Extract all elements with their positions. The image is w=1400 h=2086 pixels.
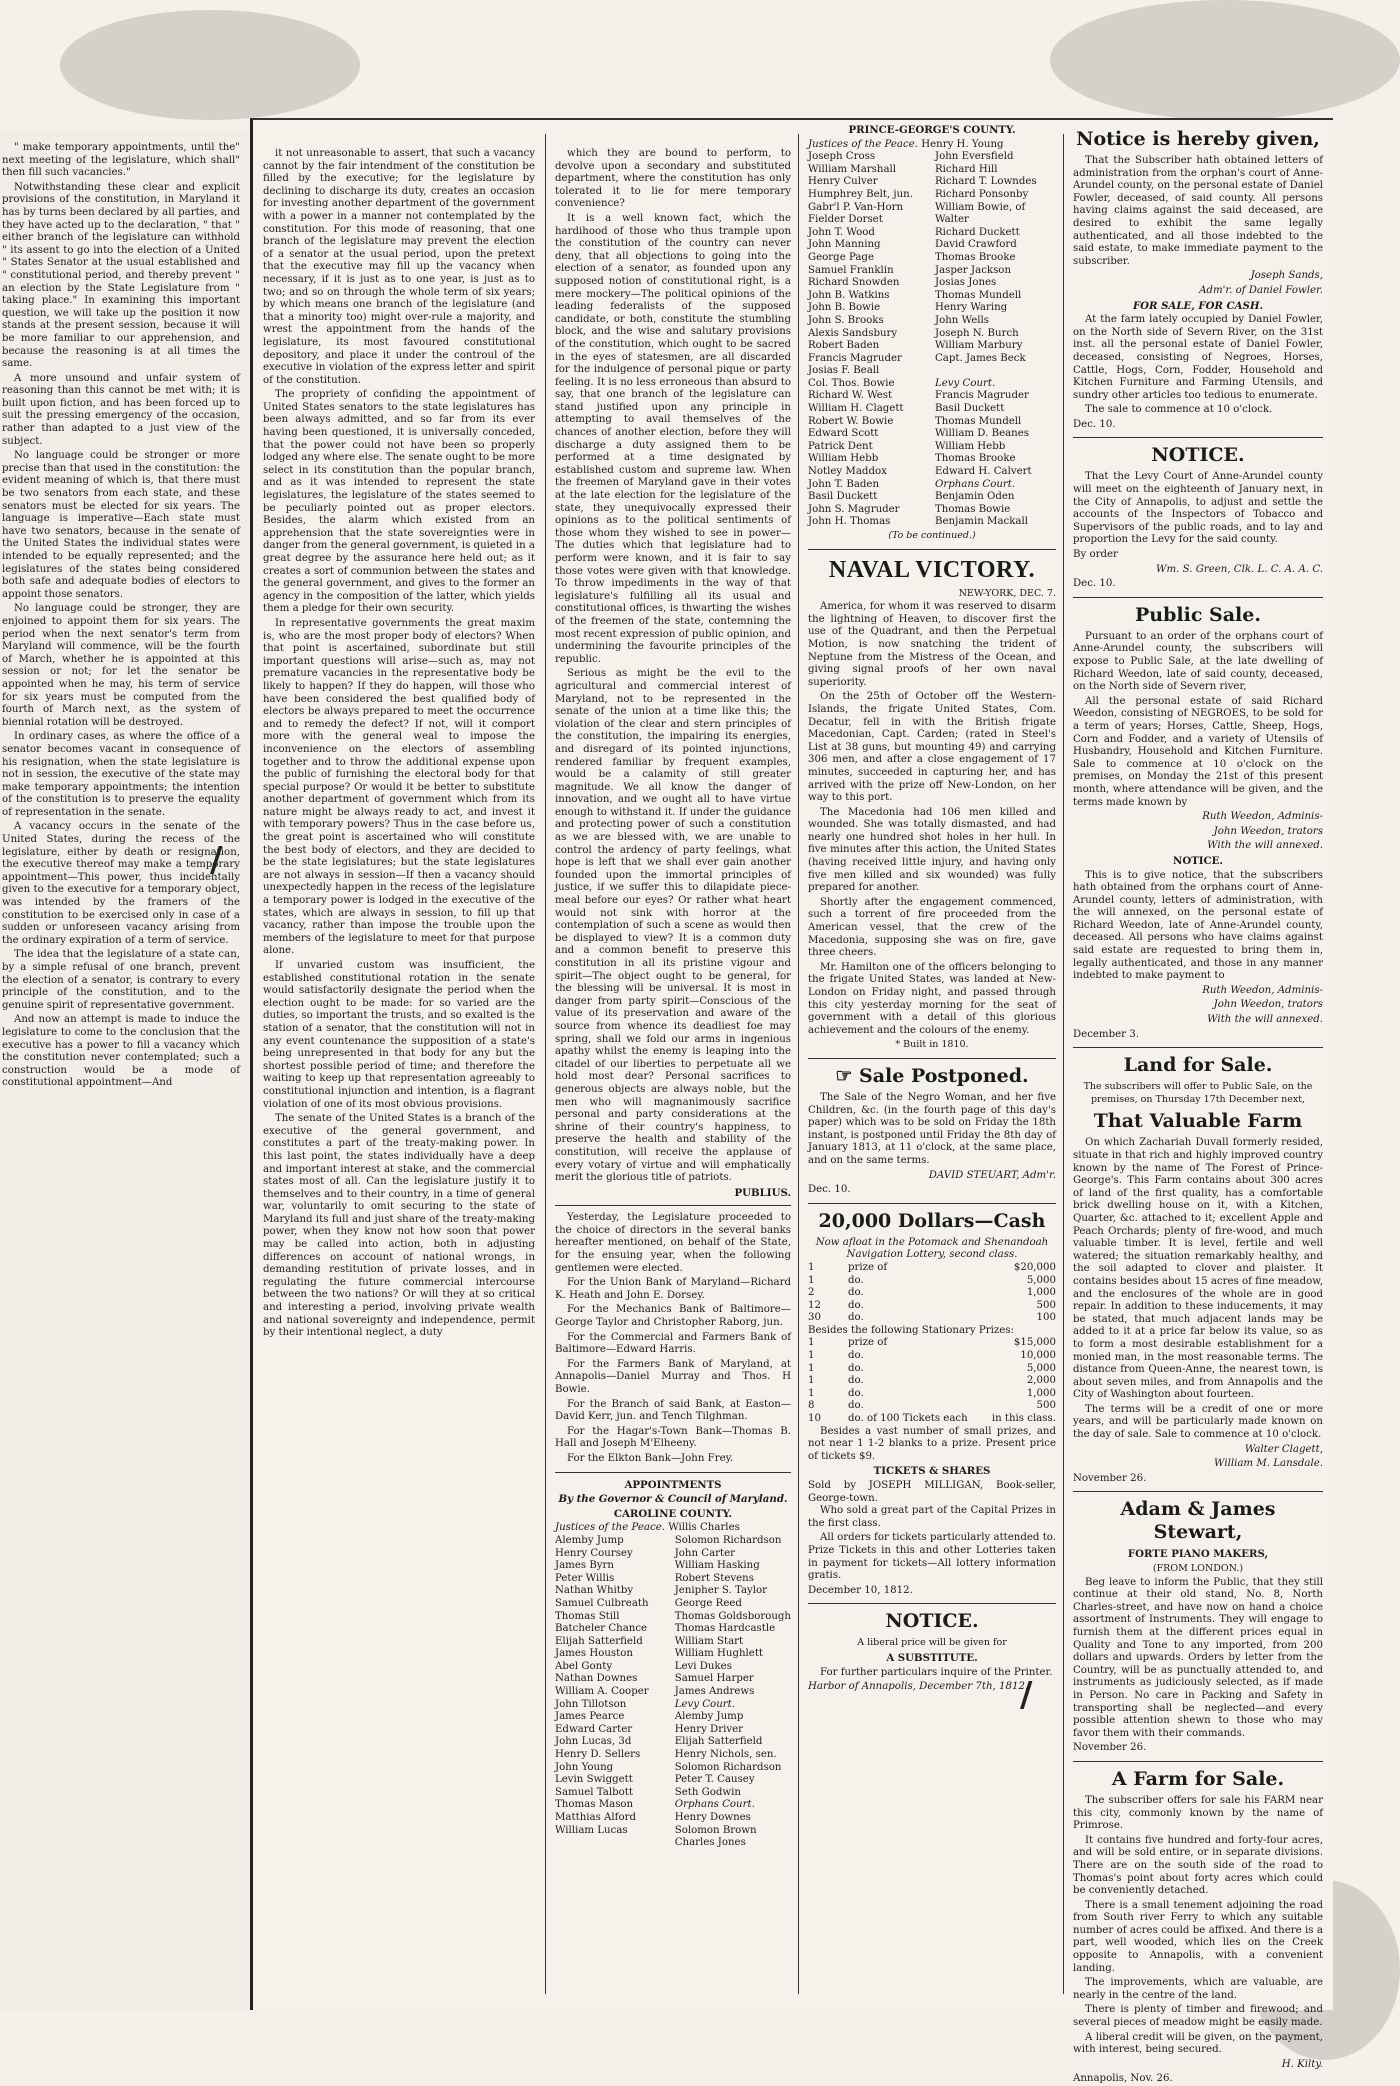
- prize-row: [808, 1337, 1056, 1350]
- paragraph: It is a well known fact, which the hardihood of those who thus trample upon the constitution of the country can never deny, that all objections to going into the election of a senator, as founded upon any supposed notion of constitutional right, is a mere mockery—The political opinions of the leading federalists of the supposed candidate, or both, constitute the stumbling block, and the wise and salutary provisions of the constitution, which ought to be sacred in the eyes of statesmen, are all discarded for the indulgence of personal pique or party feeling. It is no less erroneous than absurd to say, that one branch of the legislature can stand justified upon any principle in attempting to avail themselves of the chances of another election, before they will discharge a duty assigned them to be performed at a time designated by established custom and supreme law. When the freemen of Maryland gave in their votes at the late election for the legislature of the state, they unequivocally expressed their opinions as to the political sentiments of those whom they wished to see in power—The duties which that legislature had to perform were known, and it is fair to say those votes were given with that knowledge. To throw impediments in the way of that legislature's fulfilling all its usual and constitutional offices, is thwarting the wishes of the freemen of the state, contemning the most recent expression of public opinion, and undermining the favourite principles of the republic.: [555, 212, 791, 665]
- paragraph: " make temporary appointments, until the" next meeting of the legislature, which shall" then fill such vacancies.": [2, 142, 240, 179]
- divider: [808, 1603, 1056, 1604]
- prize-cell: 10,000: [1020, 1350, 1056, 1362]
- name-entry: Charles Jones: [674, 1837, 746, 1849]
- column-2: [263, 148, 535, 1998]
- name-entry: [555, 1837, 669, 1850]
- prize-cell: do.: [848, 1400, 864, 1412]
- paragraph: A vacancy occurs in the senate of the United States, during the recess of the legislature, either by death or resignation, the executive thereof may make a temporary appointment—This power, thus incidentally given to the executive for a temporary object, was intended by the framers of the constitution to be exercised only in case of a sudden or unforeseen vacancy arising from the ordinary expiration of a term of service.: [2, 821, 240, 946]
- name-entry: David Crawford: [935, 239, 1017, 251]
- name-entry: John H. Thomas: [808, 516, 891, 528]
- divider: [808, 549, 1056, 550]
- prize-cell: 30: [808, 1312, 821, 1324]
- name-entry: [935, 365, 1056, 378]
- name-entry: Richard W. West: [808, 390, 893, 402]
- paragraph: All orders for tickets particularly attended to. Prize Tickets in this and other Lotteries taken in payment for tickets—All lottery information gratis.: [808, 1532, 1056, 1582]
- farm-sale-title: A Farm for Sale.: [1111, 1767, 1285, 1790]
- paragraph: In representative governments the great maxim is, who are the most proper body of electors? When that point is ascertained, subordinate but still important questions will arise—such as, may not premature vacancies in the representative body be likely to happen? If they do happen, will those who have been considered the best qualified body of electors be always prepared to meet the occurrence and to remedy the defect? If not, will it comport more with the general weal to impose the inconvenience on the electors of assembling together and to throw the additional expense upon the public of furnishing the electoral body for that special purpose? Or would it be better to substitute another department of government which from its nature might be always ready to act, and invest it with temporary powers? Thus in the case before us, the great point is ascertained who will constitute the best body of electors, and they are decided to be the state legislatures; but the state legislatures are not always in session—If then a vacancy should unexpectedly happen in the recess of the legislature a temporary power is lodged in the executive of the states, which are always in session, to fill up that vacancy, rather than impose the trouble upon the members of the legislature to meet for that purpose alone.: [263, 617, 535, 957]
- prize-cell: 2,000: [1026, 1375, 1056, 1387]
- prize-cell: 8: [808, 1400, 815, 1412]
- weedon-notice-title: NOTICE.: [1173, 854, 1223, 867]
- notice-hereby-title: Notice is hereby given,: [1076, 128, 1320, 150]
- name-entry: Col. Thos. Bowie: [808, 377, 895, 389]
- prize-row: [808, 1300, 1056, 1313]
- ink-blot: [1050, 0, 1400, 120]
- paragraph: Mr. Hamilton one of the officers belonging to the frigate United States, was landed at New-London on Friday night, and passed through this city yesterday morning for the seat of government with a detail of this glorious achievement and the colours of the enemy.: [808, 961, 1056, 1036]
- paragraph: At the farm lately occupied by Daniel Fowler, on the North side of Severn River, on the 31st inst. all the personal estate of Daniel Fowler, deceased, consisting of Negroes, Horses, Cattle, Hogs, Corn, Fodder, Household and Kitchen Furniture and Farming Utensils, and sundry other articles too tedious to enumerate.: [1073, 314, 1323, 401]
- name-entry: Henry Waring: [935, 302, 1008, 314]
- name-entry: Thomas Goldsborough: [674, 1610, 791, 1622]
- name-entry: Edward Carter: [555, 1723, 633, 1735]
- prize-cell: do.: [848, 1299, 864, 1311]
- stewart-subtitle-2: (FROM LONDON.): [1152, 1563, 1244, 1575]
- prize-cell: 1: [808, 1350, 815, 1362]
- name-entry: Elijah Satterfield: [674, 1736, 763, 1748]
- name-entry: William Hasking: [674, 1560, 760, 1572]
- name-entry: Peter T. Causey: [674, 1774, 755, 1786]
- prize-row: [808, 1363, 1056, 1376]
- paragraph: The Sale of the Negro Woman, and her five Children, &c. (in the fourth page of this day's paper) which was to be sold on Friday the 18th instant, is postponed until Friday the 8th day of January 1813, at 11 o'clock, at the same place, and on the same terms.: [808, 1091, 1056, 1166]
- prize-cell: 1,000: [1026, 1287, 1056, 1299]
- column-5: [1073, 124, 1323, 2085]
- name-entry: William Start: [674, 1635, 744, 1647]
- name-entry: Patrick Dent: [808, 440, 873, 452]
- land-intro: The subscribers will offer to Public Sale, on the premises, on Thursday 17th December next,: [1083, 1081, 1313, 1105]
- signature: William M. Lansdale.: [1214, 1458, 1323, 1470]
- tickets-sold-by: Sold by JOSEPH MILLIGAN, Book-seller, George-town.: [808, 1480, 1056, 1504]
- prize-cell: do.: [848, 1350, 864, 1362]
- date-line: December 10, 1812.: [808, 1584, 913, 1596]
- prize-cell: do.: [848, 1312, 864, 1324]
- name-entry: Nathan Whitby: [555, 1585, 634, 1597]
- paragraph: The terms will be a credit of one or more years, and will be particularly made known on the day of sale. Sale to commence at 10 o'clock.: [1073, 1403, 1323, 1441]
- land-sale-title: Land for Sale.: [1123, 1054, 1273, 1077]
- prize-cell: $15,000: [1013, 1337, 1056, 1349]
- prize-cell: $20,000: [1013, 1261, 1056, 1273]
- sale-postponed-title: ☞ Sale Postponed.: [835, 1064, 1029, 1087]
- divider: [1073, 1047, 1323, 1048]
- name-entry: Basil Duckett: [808, 491, 878, 503]
- notice-title: NOTICE.: [885, 1610, 979, 1633]
- name-entry: Solomon Richardson: [674, 1761, 782, 1773]
- prize-cell: do.: [848, 1387, 864, 1399]
- name-entry: Thomas Bowie: [935, 503, 1011, 515]
- name-entry: Thomas Brooke: [935, 251, 1016, 263]
- naval-victory-title: NAVAL VICTORY.: [828, 556, 1036, 583]
- valuable-farm-title: That Valuable Farm: [1093, 1110, 1303, 1133]
- paragraph: Yesterday, the Legislature proceeded to the choice of directors in the several banks hereafter mentioned, on behalf of the State, for the ensuing year, when the following gentlemen were elected.: [555, 1212, 791, 1274]
- paragraph: For further particulars inquire of the Printer.: [820, 1666, 1053, 1678]
- prize-cell: 100: [1036, 1312, 1056, 1324]
- levy-notice-title: NOTICE.: [1151, 444, 1245, 467]
- name-entry: Henry Nichols, sen.: [674, 1749, 777, 1761]
- signature: Ruth Weedon, Adminis-: [1202, 984, 1323, 996]
- prize-cell: 5,000: [1026, 1362, 1056, 1374]
- name-entry: Benjamin Mackall: [935, 516, 1029, 528]
- name-entry: John Carter: [674, 1547, 736, 1559]
- paragraph: The sale to commence at 10 o'clock.: [1085, 404, 1273, 416]
- name-entry: Joseph Cross: [808, 151, 876, 163]
- date-line: Dec. 10.: [1073, 578, 1116, 590]
- name-entry: Thomas Mundell: [935, 415, 1022, 427]
- paragraph: There is plenty of timber and firewood; and several pieces of meadow might be easily made.: [1073, 2004, 1323, 2029]
- name-entry: Joseph N. Burch: [935, 327, 1019, 339]
- signature: John Weedon, trators: [1213, 825, 1323, 837]
- column-rule: [545, 134, 546, 1994]
- pg-name-list: [808, 151, 1056, 529]
- name-entry: Richard Ponsonby: [935, 188, 1029, 200]
- name-entry: Alemby Jump: [555, 1534, 624, 1546]
- name-entry: Francis Magruder: [935, 390, 1029, 402]
- prize-cell: 12: [808, 1299, 821, 1311]
- column-4: [808, 122, 1056, 2002]
- name-entry: Samuel Franklin: [808, 264, 894, 276]
- prize-row: [808, 1388, 1056, 1401]
- paragraph: Pursuant to an order of the orphans court of Anne-Arundel county, the subscribers will expose to Public Sale, at the late dwelling of Richard Weedon, late of said county, deceased, on the North side of Severn river,: [1073, 630, 1323, 693]
- signature: With the will annexed.: [1207, 1014, 1323, 1026]
- appointments-heading: APPOINTMENTS: [624, 1478, 722, 1491]
- name-entry: Thomas Hardcastle: [674, 1623, 776, 1635]
- prize-cell: do. of 100 Tickets each: [848, 1413, 968, 1425]
- name-entry: William Hughlett: [674, 1648, 764, 1660]
- caroline-name-list: [555, 1535, 791, 1850]
- handwritten-mark: /: [1020, 1675, 1033, 1715]
- name-entry: Samuel Talbott: [555, 1786, 633, 1798]
- paragraph: If unvaried custom was insufficient, the established constitutional rotation in the senate would satisfactorily designate the period when the election ought to be made: for so varied are the duties, so important the trusts, and so exalted is the station of a senator, that the constitution will not in any event countenance the supposition of a state's being unrepresented in that body for any but the shortest possible period of time; and therefore the waiting to keep up that representation agreeably to constitutional injunction and intention, is a flagrant violation of one of its most obvious provisions.: [263, 960, 535, 1110]
- paragraph: which they are bound to perform, to devolve upon a secondary and substituted department, where the constitution has only tolerated it to lie for mere temporary convenience?: [555, 148, 791, 210]
- prize-cell: 1,000: [1026, 1387, 1056, 1399]
- justices-label: Justices of the Peace.: [555, 1522, 665, 1534]
- name-entry: James Andrews: [674, 1686, 755, 1698]
- signature-publius: PUBLIUS.: [734, 1186, 791, 1199]
- paragraph: Besides a vast number of small prizes, and not near 1 1-2 blanks to a prize. Present price of tickets $9.: [808, 1425, 1056, 1462]
- name-entry: Levi Dukes: [674, 1660, 732, 1672]
- date-line: November 26.: [1073, 1472, 1147, 1484]
- prize-cell: prize of: [848, 1337, 888, 1349]
- name-entry: Thomas Mundell: [935, 289, 1022, 301]
- name-entry: Benjamin Oden: [935, 491, 1015, 503]
- name-entry: Elijah Satterfield: [555, 1635, 643, 1647]
- prize-cell: 1: [808, 1362, 815, 1374]
- paragraph: In ordinary cases, as where the office of a senator becomes vacant in consequence of his resignation, when the state legislature is not in session, the executive of the state may make temporary appointments; the intention of the constitution is to preserve the equality of representation in the senate.: [2, 731, 240, 818]
- name-entry: William D. Beanes: [935, 428, 1029, 440]
- name-entry: Levy Court.: [674, 1698, 735, 1710]
- date-line: Harbor of Annapolis, December 7th, 1812.: [808, 1681, 1029, 1693]
- name-entry: George Reed: [674, 1597, 742, 1609]
- by-order: By order: [1073, 549, 1118, 561]
- paragraph: Shortly after the engagement commenced, such a torrent of fire proceeded from the American vessel, that the crew of the Macedonia, supposing she was on fire, gave three cheers.: [808, 896, 1056, 959]
- name-entry: Basil Duckett: [935, 403, 1005, 415]
- name-entry: John T. Wood: [808, 226, 875, 238]
- prize-row: [808, 1350, 1056, 1363]
- name-entry: Richard Snowden: [808, 277, 900, 289]
- name-entry: Solomon Richardson: [674, 1534, 782, 1546]
- name-entry: Nathan Downes: [555, 1673, 638, 1685]
- paragraph: On the 25th of October off the Western-Islands, the frigate United States, Com. Decatur, fell in with the British frigate Macedonian, Capt. Carden; (rated in Steel's List at 38 guns, but mounting 49) and carrying 306 men, and after a close engagement of 17 minutes, succeeded in capturing her, and has arrived with the prize off New-London, on her way to this port.: [808, 691, 1056, 804]
- name-entry: Edward H. Calvert: [935, 466, 1032, 478]
- handwritten-mark: /: [210, 840, 223, 880]
- name-entry: William Marshall: [808, 163, 897, 175]
- column-3: [555, 148, 791, 1998]
- signature: H. Kilty.: [1281, 2058, 1323, 2070]
- date-line: December 3.: [1073, 1028, 1139, 1040]
- column-rule: [1063, 134, 1064, 1994]
- paragraph: For the Commercial and Farmers Bank of Baltimore—Edward Harris.: [555, 1331, 791, 1356]
- name-entry: Thomas Brooke: [935, 453, 1016, 465]
- paragraph: For the Branch of said Bank, at Easton—David Kerr, jun. and Tench Tilghman.: [555, 1398, 791, 1423]
- pointing-hand-icon: ☞: [835, 1064, 859, 1087]
- paragraph: And now an attempt is made to induce the legislature to come to the conclusion that the executive has a power to fill a vacancy which the constitution never contemplated; such a construction would be a mode of constitutional appointment—And: [2, 1014, 240, 1089]
- name-entry: Henry Downes: [674, 1812, 751, 1823]
- name-entry: Notley Maddox: [808, 466, 887, 478]
- name-entry: Richard T. Lowndes: [935, 176, 1037, 188]
- divider: [555, 1205, 791, 1206]
- name-entry: John Lucas, 3d: [555, 1736, 632, 1748]
- paragraph: For the Hagar's-Town Bank—Thomas B. Hall and Joseph M'Elheeny.: [555, 1425, 791, 1450]
- date-line: November 26.: [1073, 1742, 1147, 1754]
- prize-cell: 1: [808, 1274, 815, 1286]
- prize-cell: do.: [848, 1274, 864, 1286]
- name-entry: Seth Godwin: [674, 1786, 741, 1798]
- lottery-title: 20,000 Dollars—Cash: [818, 1209, 1046, 1232]
- left-column-text: [2, 142, 240, 1992]
- name-entry: Jenipher S. Taylor: [674, 1585, 768, 1597]
- paragraph: The senate of the United States is a branch of the executive of the general government, and constitutes a part of the treaty-making power. In this last point, the states individually have a deep and important interest at stake, and the commercial states most of all. Can the legislature justify it to themselves and to their country, in a time of general war, voluntarily to omit securing to the state of Maryland its full and just share of the treaty-making power, when they know not how soon that power may be called into action, both in adjusting differences on account of national wrongs, in demanding restitution of private losses, and in regulating the future commercial intercourse between the two nations? Or will they at so critical and interesting a period, involving private wealth and national sovereignty and independence, permit by their intentional neglect, a duty: [263, 1113, 535, 1339]
- date-line: Annapolis, Nov. 26.: [1073, 2073, 1173, 2085]
- prize-row: [808, 1312, 1056, 1325]
- paragraph: All the personal estate of said Richard Weedon, consisting of NEGROES, to be sold for a term of years; Horses, Cattle, Sheep, Hogs, Corn and Fodder, and a variety of Utensils of Husbandry, Household and Kitchen Furniture. Sale to commence at 10 o'clock on the premises, on Monday the 21st of this present month, where attendance will be given, and the terms made known by: [1073, 695, 1323, 808]
- lottery-subtitle: Now afloat in the Potomack and Shenandoah Navigation Lottery, second class.: [815, 1236, 1049, 1261]
- name-entry: Matthias Alford: [555, 1812, 636, 1823]
- prize-cell: 500: [1036, 1400, 1056, 1412]
- paragraph: This is to give notice, that the subscribers hath obtained from the orphans court of Anne-Arundel county, letters of administration, with the will annexed, on the personal estate of Richard Weedon, late of Anne-Arundel county, deceased. All persons who have claims against said estate are requested to bring them in, legally authenticated, and those in any manner indebted to make payment to: [1073, 869, 1323, 982]
- name-entry: Henry Culver: [808, 176, 878, 188]
- name-entry: Francis Magruder: [808, 352, 902, 364]
- name-entry: John S. Brooks: [808, 314, 884, 326]
- name-entry: Walter: [935, 214, 969, 226]
- name-entry: Humphrey Belt, jun.: [808, 188, 913, 200]
- name-entry: Thomas Mason: [555, 1799, 634, 1811]
- name-entry: Batcheler Chance: [555, 1623, 648, 1635]
- name-entry: Edward Scott: [808, 428, 879, 440]
- signature: With the will annexed.: [1207, 840, 1323, 852]
- name-entry: Thomas Still: [555, 1610, 620, 1622]
- signature: Adm'r. of Daniel Fowler.: [1199, 284, 1323, 296]
- name-entry: James Pearce: [555, 1711, 625, 1723]
- name-entry: William A. Cooper: [555, 1686, 649, 1698]
- name: Willis Charles: [668, 1522, 740, 1534]
- name-entry: William H. Clagett: [808, 403, 904, 415]
- prize-cell: 2: [808, 1287, 815, 1299]
- name-entry: John Manning: [808, 239, 881, 251]
- prize-cell: do.: [848, 1362, 864, 1374]
- name-entry: Henry D. Sellers: [555, 1749, 641, 1761]
- prize-row: [808, 1413, 1056, 1426]
- prize-row: [808, 1275, 1056, 1288]
- name-entry: Orphans Court.: [935, 478, 1016, 490]
- prize-cell: do.: [848, 1375, 864, 1387]
- naval-dateline: NEW-YORK, DEC. 7.: [958, 587, 1056, 599]
- newspaper-sheet: [250, 118, 1333, 2085]
- prize-cell: prize of: [848, 1261, 888, 1273]
- notice-line: A liberal price will be given for: [857, 1637, 1007, 1649]
- pg-county-heading: PRINCE-GEORGE'S COUNTY.: [848, 124, 1016, 136]
- name-entry: John B. Watkins: [808, 289, 890, 301]
- name-entry: Josias Jones: [935, 277, 997, 289]
- name-entry: Capt. James Beck: [935, 352, 1026, 364]
- name-entry: Josias F. Beall: [808, 365, 880, 377]
- name-entry: Abel Gonty: [555, 1660, 613, 1672]
- prize-cell: 500: [1036, 1299, 1056, 1311]
- paragraph: Notwithstanding these clear and explicit provisions of the constitution, in Maryland it has by turns been declared by all parties, and they have acted up to the declaration, " that " either branch of the legislature can withhold " its assent to go into the election of a United " States Senator at the usual established and " constitutional period, and thereby prevent " an election by the State Legislature from " taking place." In examining this important question, we will take up the position it now stands at the present session, because it will be more familiar to our apprehension, and because the reasoning is at all times the same.: [2, 181, 240, 370]
- name-entry: Richard Duckett: [935, 226, 1020, 238]
- name-entry: Levy Court.: [935, 377, 996, 389]
- prize-row: [808, 1287, 1056, 1300]
- left-page-strip: [0, 130, 255, 2010]
- name-entry: William Lucas: [555, 1824, 628, 1836]
- public-sale-title: Public Sale.: [1135, 603, 1261, 626]
- tickets-title: TICKETS & SHARES: [873, 1465, 991, 1478]
- name-entry: Robert W. Bowie: [808, 415, 894, 427]
- name-entry: Robert Baden: [808, 340, 880, 352]
- paragraph: Beg leave to inform the Public, that they still continue at their old stand, No. 8, North Charles-street, and have now on hand a choice assortment of Instruments. They will engage to furnish them at the different prices equal in Quality and Tone to any imported, from 200 dollars and upwards. Orders by letter from the Country, will be as punctually attended to, and instruments as judiciously selected, as if made in Person. No care in Packing and Safety in transporting shall be neglected—and every possible attention shewn to those who may favor them with their commands.: [1073, 1576, 1323, 1739]
- paragraph: That the Levy Court of Anne-Arundel county will meet on the eighteenth of January next, in the City of Annapolis, to adjust and settle the accounts of the Inspectors of Tobacco and Supervisors of the public roads, and to lay and proportion the Levy for the said county.: [1073, 471, 1323, 546]
- signature: Wm. S. Green, Clk. L. C. A. A. C.: [1156, 563, 1323, 575]
- paragraph: There is a small tenement adjoining the road from South river Ferry to which any suitable number of acres could be affixed. And there is a part, well wooded, which lies on the Creek opposite to Annapolis, with a convenient landing.: [1073, 1899, 1323, 1974]
- name-entry: George Page: [808, 251, 874, 263]
- paragraph: America, for whom it was reserved to disarm the lightning of Heaven, to discover first the use of the Quadrant, and then the Perpetual Motion, is now snatching the trident of Neptune from the Mistress of the Ocean, and giving signal proofs of her own naval superiority.: [808, 601, 1056, 688]
- signature: Joseph Sands,: [1250, 270, 1323, 282]
- appointments-subheading: By the Governor & Council of Maryland.: [558, 1493, 788, 1506]
- name-entry: Gabr'l P. Van-Horn: [808, 201, 904, 213]
- paragraph: A more unsound and unfair system of reasoning than this cannot be met with; it is built upon fiction, and has been forced up to suit the pressing emergency of the occasion, rather than adapted to a just view of the subject.: [2, 372, 240, 447]
- name-entry: William Hebb: [808, 453, 879, 465]
- column-rule: [798, 134, 799, 1994]
- paragraph: No language could be stronger or more precise than that used in the constitution: the evident meaning of which is, that there must be two senators from each state, and these senators must be elected for six years. The language is imperative—Each state must have two senators, because in the senate of the United States the individual states were intended to be equally represented; and the legislatures of the states being considered both safe and adequate bodies of electors to appoint those senators.: [2, 450, 240, 600]
- name-entry: Fielder Dorset: [808, 214, 883, 226]
- divider: [1073, 1491, 1323, 1492]
- name-entry: Jasper Jackson: [935, 264, 1012, 276]
- caroline-justices-line: [555, 1522, 791, 1535]
- paragraph: On which Zachariah Duvall formerly resided, situate in that rich and highly improved country known by the name of The Forest of Prince-George's. This Farm contains about 300 acres of land of the first quality, has a comfortable brick dwelling house on it, with a Kitchen, Quarter, &c. attached to it; excellent Apple and Peach Orchards; plenty of fire-wood, and much valuable timber. It is level, fertile and well watered; the situation remarkably healthy, and the soil adapted to clover and plaister. It contains besides about 15 acres of fine meadow, and the enclosures of the whole are in good repair. In addition to these inducements, it may be stated, that much adjacent lands may be added to it at a price far below its value, so as to form a most desirable establishment for a monied man, in the most reasonable terms. The distance from Queen-Anne, the nearest town, is about seven miles, and from Annapolis and the City of Washington about fourteen.: [1073, 1137, 1323, 1401]
- prize-cell: 1: [808, 1261, 815, 1273]
- paragraph: For the Union Bank of Maryland—Richard K. Heath and John E. Dorsey.: [555, 1277, 791, 1301]
- paragraph: Serious as might be the evil to the agricultural and commercial interest of Maryland, not to be represented in the senate of the union at a time like this; the violation of the clear and stern principles of the constitution, the impairing its energies, and disregard of its pointed injunctions, rendered familiar by frequent examples, would be a calamity of still greater magnitude. We all know the danger of innovation, and we ought all to have virtue enough to withstand it. If under the guidance and protecting power of such a constitution as we are blessed with, we are unable to control the ardency of party feelings, what hope is left that we shall ever gain another founded upon the immortal principles of justice, if we suffer this to dilapidate piece-meal before our eyes? Or rather what heart would not sink with horror at the contemplation of such a scene as would then be displayed to view? It is a common duty and a common benefit to preserve this constitution in all its pristine vigour and spirit—The object ought to be general, for the blessing will be universal. It is most in danger from party spirit—Conscious of the value of its preservation and aware of the source from whence its deadliest foe may spring, shall we fold our arms in ingenious apathy whilst the enemy is leaping into the citadel of our liberties to perpetuate all we hold most dear? Personal sacrifices to generous objects are always noble, but the men who will magnanimously sacrifice personal and party considerations at the shrine of their country's happiness, to preserve the health and stability of the constitution, will receive the applause of every votary of virtue and will emphatically merit the glorious title of patriots.: [555, 668, 791, 1184]
- name-entry: Orphans Court.: [674, 1799, 755, 1811]
- divider: [555, 1472, 791, 1473]
- prize-row: [808, 1400, 1056, 1413]
- prize-cell: 1: [808, 1387, 815, 1399]
- continued-note: (To be continued.): [888, 530, 976, 541]
- prize-cell: in this class.: [991, 1413, 1056, 1425]
- name-entry: James Byrn: [555, 1560, 614, 1572]
- paragraph: A liberal credit will be given, on the payment, with interest, being secured.: [1073, 2031, 1323, 2056]
- name-entry: John Eversfield: [935, 151, 1014, 163]
- name-entry: Henry Driver: [674, 1723, 744, 1735]
- name-entry: John B. Bowie: [808, 302, 881, 314]
- name-entry: Samuel Culbreath: [555, 1597, 649, 1609]
- ink-blot: [60, 10, 360, 120]
- justices-label: Justices of the Peace.: [808, 138, 918, 150]
- divider: [1073, 437, 1323, 438]
- name-entry: Samuel Harper: [674, 1673, 754, 1685]
- signature: Walter Clagett,: [1244, 1443, 1323, 1455]
- name-entry: Solomon Brown: [674, 1824, 757, 1836]
- name-entry: William Marbury: [935, 340, 1023, 352]
- prize-cell: 1: [808, 1375, 815, 1387]
- stewart-title: Adam & James Stewart,: [1120, 1498, 1276, 1544]
- paragraph: The propriety of confiding the appointment of United States senators to the state legislatures has been always admitted, and so far from its ever having been questioned, it is universally conceded, that the power could not have been so properly lodged any where else. The senate ought to be more select in its constitution than the popular branch, and as it was intended to represent the state legislatures, the legislature of the states seemed to be peculiarly pointed out as proper electors. Besides, the alarm which existed from an apprehension that the state sovereignties were in danger from the general government, is quieted in a great degree by the assurance here held out; as it creates a sort of communion between the states and the general government, and gives to the former an agency in the composition of the latter, which yields them a pledge for their own security.: [263, 389, 535, 615]
- paragraph: For the Mechanics Bank of Baltimore—George Taylor and Christopher Raborg, jun.: [555, 1304, 791, 1329]
- divider: [1073, 597, 1323, 598]
- lottery-stationary-list: [808, 1337, 1056, 1425]
- stewart-subtitle: FORTE PIANO MAKERS,: [1127, 1548, 1269, 1561]
- name: Henry H. Young: [921, 138, 1004, 150]
- name-entry: Robert Stevens: [674, 1572, 754, 1584]
- divider: [808, 1203, 1056, 1204]
- name-entry: Levin Swiggett: [555, 1774, 633, 1786]
- name-entry: William Hebb: [935, 440, 1006, 452]
- lottery-stationary: Besides the following Stationary Prizes:: [808, 1324, 1014, 1336]
- date-line: Dec. 10.: [1073, 418, 1116, 430]
- prize-row: [808, 1262, 1056, 1275]
- prize-cell: do.: [848, 1287, 864, 1299]
- paragraph: The Macedonia had 106 men killed and wounded. She was totally dismasted, and had nearly one hundred shot holes in her hull. In five minutes after this action, the United States (having received little injury, and having only five men killed and six wounded) was fully prepared for another.: [808, 806, 1056, 894]
- paragraph: The improvements, which are valuable, are nearly in the centre of the land.: [1073, 1977, 1323, 2001]
- paragraph: Who sold a great part of the Capital Prizes in the first class.: [808, 1505, 1056, 1529]
- prize-cell: 5,000: [1026, 1274, 1056, 1286]
- name-entry: William Bowie, of: [935, 201, 1026, 213]
- caroline-heading: CAROLINE COUNTY.: [613, 1507, 733, 1520]
- paragraph: No language could be stronger, they are enjoined to appoint them for six years. The period when the next senator's term from Maryland will commence, will be the fourth of March, whether he is appointed at this session or not; for let the senator be appointed when he may, his term of service for six years must be computed from the fourth of March next, as the system of biennial rotation will be destroyed.: [2, 603, 240, 728]
- footnote: * Built in 1810.: [895, 1039, 969, 1051]
- name-entry: Alemby Jump: [674, 1711, 744, 1723]
- name-entry: John S. Magruder: [808, 503, 900, 515]
- paragraph: it not unreasonable to assert, that such a vacancy cannot by the fair intendment of the constitution be filled by the executive; for the legislature by declining to discharge its duty, creates an occasion for investing another department of the government with a power in a manner not contemplated by the constitution. For this mode of reasoning, that one branch of the legislature may prevent the election of a senator at the usual period, upon the pretext that the executive may fill up the vacancy when necessary, if it is just as to one year, is just as to two; and so on through the whole term of six years; by which means one branch of the legislature (and that a minority too) might over-rule a majority, and wrest the appointment from the hands of the legislature, its most favoured constitutional depository, and place it under the controul of the executive in violation of the express letter and spirit of the constitution.: [263, 148, 535, 386]
- name-entry: Henry Coursey: [555, 1547, 633, 1559]
- signature: John Weedon, trators: [1213, 999, 1323, 1011]
- divider: [808, 1058, 1056, 1059]
- paragraph: That the Subscriber hath obtained letters of administration from the orphan's court of Anne-Arundel county, on the personal estate of Daniel Fowler, deceased, of said county. All persons having claims against the said deceased, are desired to exhibit the same legally authenticated, and all those indebted to the said estate, to make immediate payment to the subscriber.: [1073, 155, 1323, 267]
- paragraph: The subscriber offers for sale his FARM near this city, commonly known by the name of Primrose.: [1073, 1794, 1323, 1832]
- pg-justices-line: [808, 139, 1056, 152]
- name-entry: John Wells: [935, 314, 989, 326]
- prize-cell: 10: [808, 1413, 821, 1425]
- name-entry: Peter Willis: [555, 1572, 615, 1584]
- name-entry: John T. Baden: [808, 478, 880, 490]
- name-entry: James Houston: [555, 1648, 633, 1660]
- signature: DAVID STEUART, Adm'r.: [928, 1169, 1056, 1181]
- paragraph: For the Elkton Bank—John Frey.: [567, 1452, 734, 1464]
- name-entry: Richard Hill: [935, 163, 998, 175]
- name-entry: John Tillotson: [555, 1698, 627, 1710]
- prize-row: [808, 1375, 1056, 1388]
- divider: [1073, 1761, 1323, 1762]
- paragraph: The idea that the legislature of a state can, by a simple refusal of one branch, prevent the election of a senator, is contrary to every principle of the constitution, and to the genuine spirit of representative government.: [2, 949, 240, 1011]
- name-entry: Alexis Sandsbury: [808, 327, 898, 339]
- name-entry: John Young: [555, 1761, 614, 1773]
- prize-cell: 1: [808, 1337, 815, 1349]
- notice-substitute: A SUBSTITUTE.: [886, 1651, 978, 1664]
- signature: Ruth Weedon, Adminis-: [1202, 811, 1323, 823]
- lottery-prize-list: [808, 1262, 1056, 1325]
- paragraph: It contains five hundred and forty-four acres, and will be sold entire, or in separate divisions. There are on the south side of the road to Thomas's point about forty acres which could be conveniently detached.: [1073, 1834, 1323, 1897]
- paragraph: For the Farmers Bank of Maryland, at Annapolis—Daniel Murray and Thos. H Bowie.: [555, 1358, 791, 1395]
- sale-cash-title: FOR SALE, FOR CASH.: [1132, 299, 1264, 312]
- date-line: Dec. 10.: [808, 1184, 851, 1196]
